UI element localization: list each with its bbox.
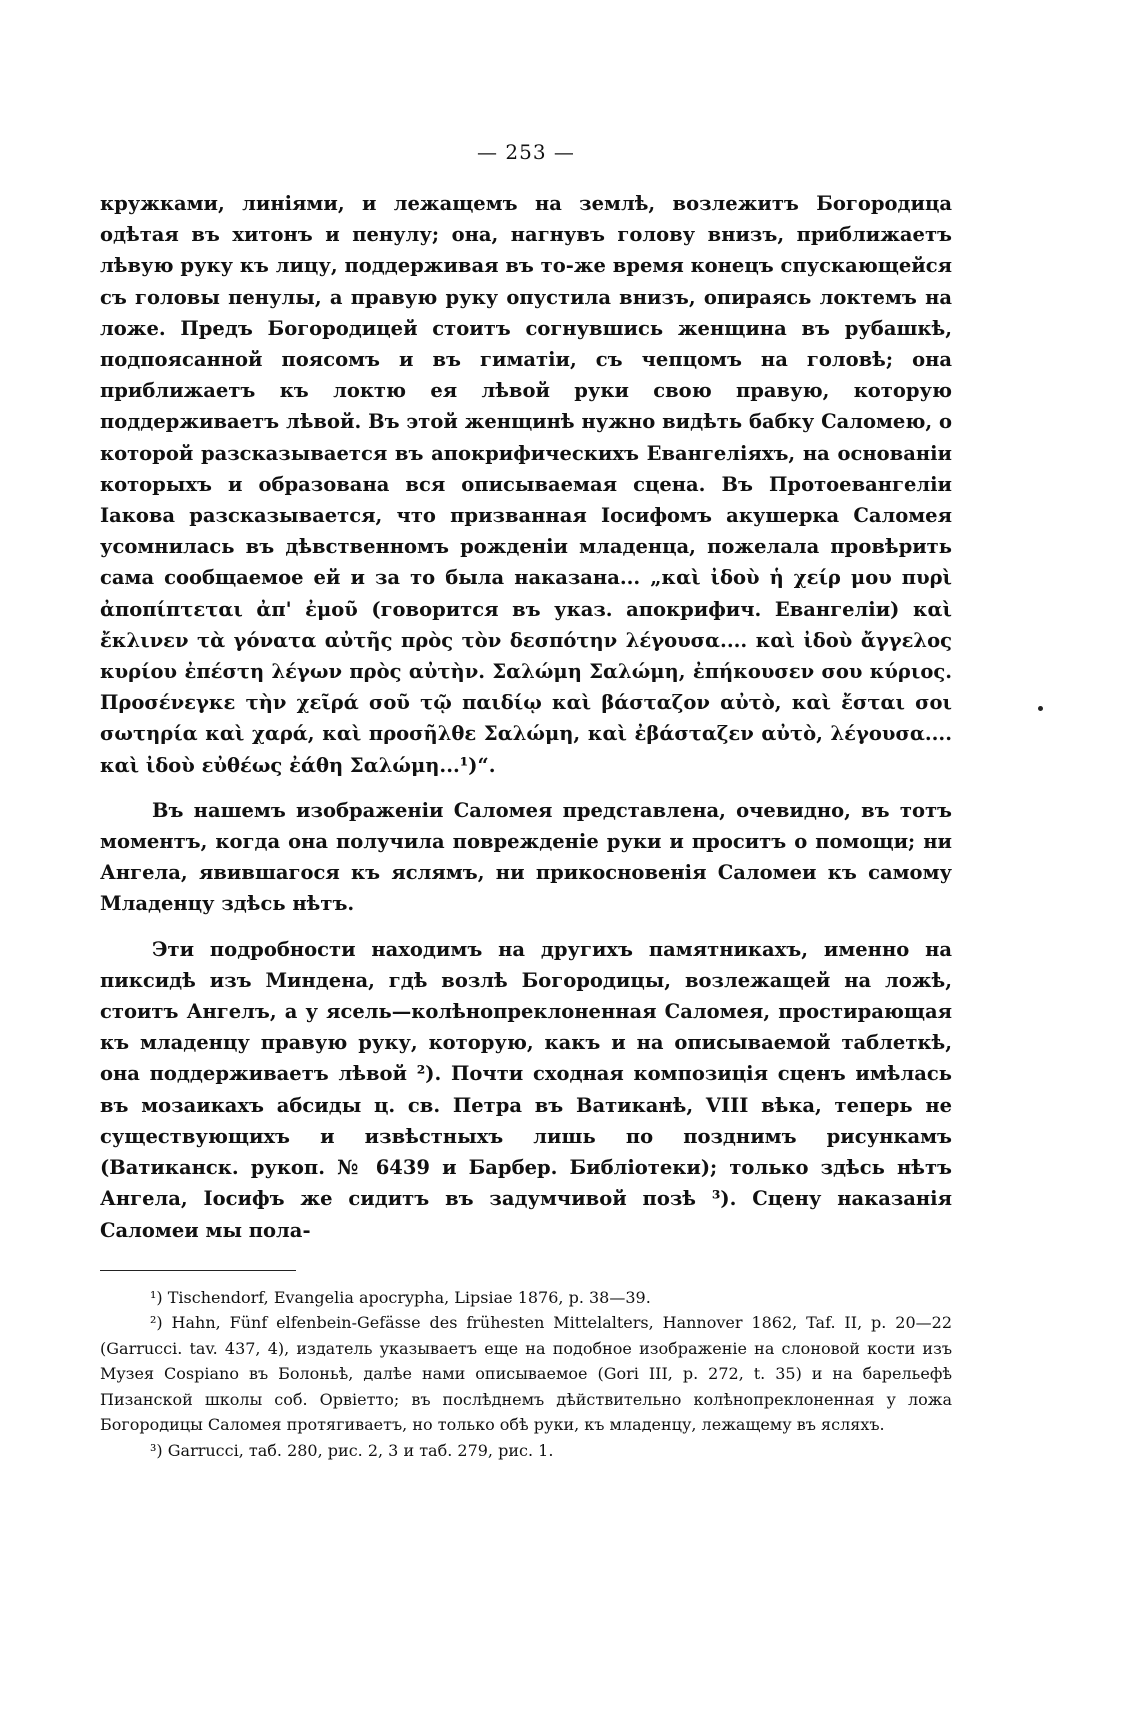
footnote: ²) Hahn, Fünf elfenbein-Gefässe des frühesten Mittelalters, Hannover 1862, Taf. II, p. 20—22 (Garrucci. tav. 437, 4), издатель указываетъ еще на подобное изображеніе на слоновой кости изъ Музея Cospiano въ Болоньѣ, далѣе нами описываемое (Gori III, p. 272, t. 35) и на барельефѣ Пизанской школы соб. Орвіетто; въ послѣднемъ дѣйствительно колѣнопреклоненная у ложа Богородицы Саломея протягиваетъ, но только обѣ руки, къ младенцу, лежащему въ ясляхъ. (100, 1313, 952, 1435)
page-number: — 253 — (477, 140, 575, 164)
book-page (100, 140, 952, 1463)
footnote: ³) Garrucci, таб. 280, рис. 2, 3 и таб. 279, рис. 1. (150, 1440, 554, 1460)
paragraph-continued: кружками, линіями, и лежащемъ на землѣ, возлежитъ Богородица одѣтая въ хитонъ и пенулу; она, нагнувъ голову внизъ, приближаетъ лѣвую руку къ лицу, поддерживая въ то-же время конецъ спускающейся съ головы пенулы, а правую руку опустила внизъ, опираясь локтемъ на ложе. Предъ Богородицей стоитъ согнувшись женщина въ рубашкѣ, подпоясанной поясомъ и въ гиматіи, съ чепцомъ на головѣ; она приближаетъ къ локтю ея лѣвой руки свою правую, которую поддерживаетъ лѣвой. Въ этой женщинѣ нужно видѣть бабку Саломею, о которой разсказывается въ апокрифическихъ Евангеліяхъ, на основаніи которыхъ и образована вся описываемая сцена. Въ Протоевангеліи Іакова разсказывается, что призванная Іосифомъ акушерка Саломея усомнилась въ дѣвственномъ рожденіи младенца, пожелала провѣрить сама сообщаемое ей и за то была наказана... „καὶ ἰδοὺ ἡ χείρ μου πυρὶ ἀποπίπτεται ἀπ' ἐμοῦ (говорится въ указ. апокрифич. Евангеліи) καὶ ἔκλινεν τὰ γόνατα αὐτῆς πρὸς τὸν δεσπότην λέγουσα.... καὶ ἰδοὺ ἄγγελος κυρίου ἐπέστη λέγων πρὸς αὐτὴν. Σαλώμη Σαλώμη, ἐπήκουσεν σου κύριος. Προσένεγκε τὴν χεῖρά σοῦ τῷ παιδίῳ καὶ βάσταζον αὐτὸ, καὶ ἔσται σοι σωτηρία καὶ χαρά, καὶ προσῆλθε Σαλώμη, καὶ ἐβάσταζεν αὐτὸ, λέγουσα.... καὶ ἰδοὺ εὐθέως ἐάθη Σαλώμη...¹)“. (100, 192, 952, 777)
paragraph: Въ нашемъ изображеніи Саломея представлена, очевидно, въ тотъ моментъ, когда она получила поврежденіе руки и проситъ о помощи; ни Ангела, явившагося къ яслямъ, ни прикосновенія Саломеи къ самому Младенцу здѣсь нѣтъ. (100, 798, 952, 916)
footnote-separator (100, 1270, 296, 1271)
footnotes (100, 1285, 952, 1464)
paragraph: Эти подробности находимъ на другихъ памятникахъ, именно на пиксидѣ изъ Миндена, гдѣ возлѣ Богородицы, возлежащей на ложѣ, стоитъ Ангелъ, а у ясель—колѣнопреклоненная Саломея, простирающая къ младенцу правую руку, которую, какъ и на описываемой таблеткѣ, она поддерживаетъ лѣвой ²). Почти сходная композиція сценъ имѣлась въ мозаикахъ абсиды ц. св. Петра въ Ватиканѣ, VIII вѣка, теперь не существующихъ и извѣстныхъ лишь по позднимъ рисункамъ (Ватиканск. рукоп. № 6439 и Барбер. Библіотеки); только здѣсь нѣтъ Ангела, Іосифъ же сидитъ въ задумчивой позѣ ³). Сцену наказанія Саломеи мы пола- (100, 937, 952, 1242)
margin-dot (1038, 706, 1043, 711)
footnote: ¹) Tischendorf, Evangelia apocrypha, Lipsiae 1876, p. 38—39. (150, 1287, 651, 1307)
